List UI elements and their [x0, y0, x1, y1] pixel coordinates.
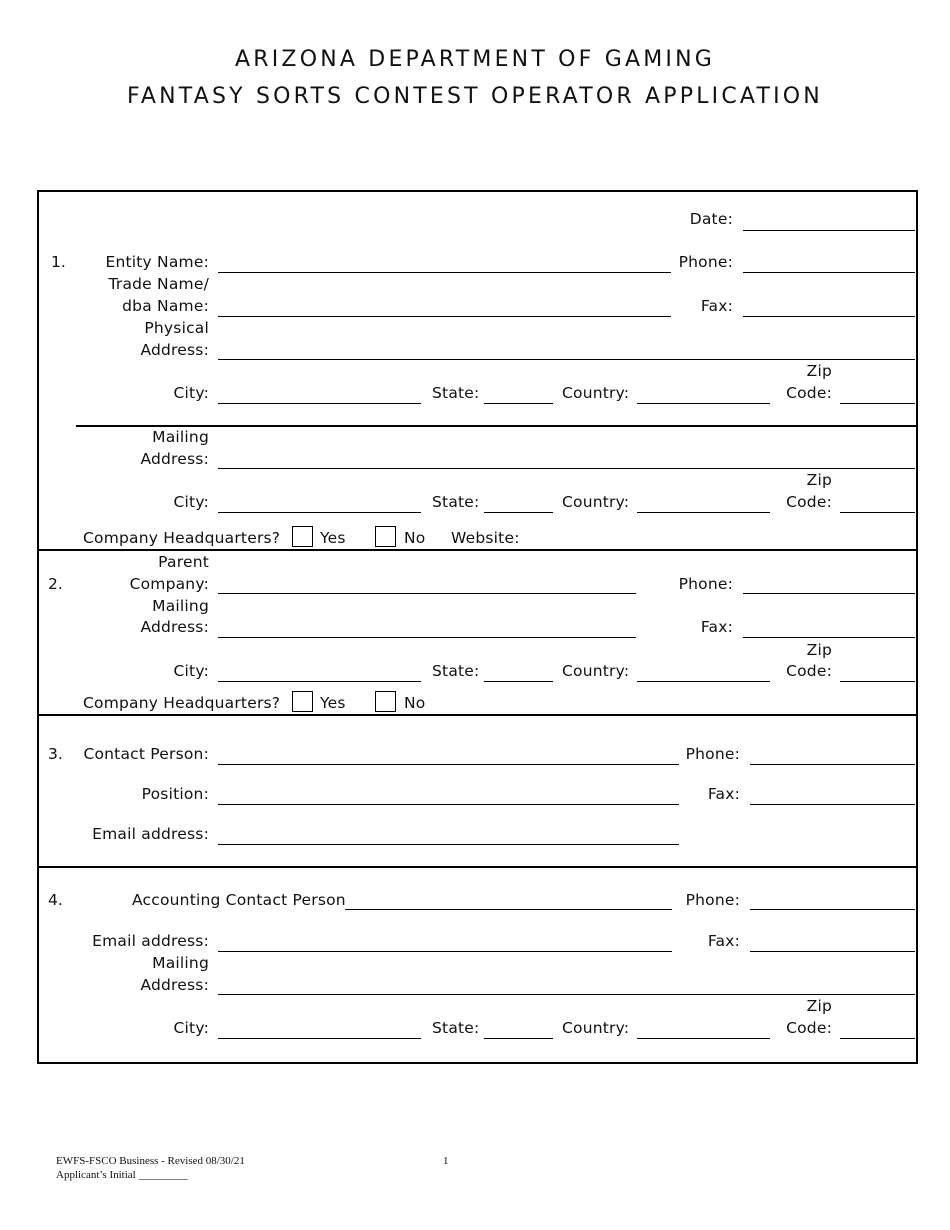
- dba-name-label: dba Name:: [122, 297, 209, 315]
- zip-field[interactable]: [840, 512, 915, 513]
- email-label: Email address:: [92, 932, 209, 950]
- fax-label: Fax:: [707, 932, 740, 950]
- phone-field[interactable]: [743, 593, 915, 594]
- zip-code-label: Code:: [786, 662, 832, 680]
- position-label: Position:: [141, 785, 209, 803]
- zip-label: Zip: [806, 362, 832, 380]
- hq-no-checkbox[interactable]: [375, 691, 396, 712]
- applicant-initial-text: Applicant’s Initial _________: [56, 1169, 188, 1181]
- physical-address-label: Physical: [144, 319, 209, 337]
- country-field[interactable]: [637, 512, 770, 513]
- phone-label: Phone:: [685, 891, 740, 909]
- hq-yes-checkbox[interactable]: [292, 526, 313, 547]
- fax-field[interactable]: [743, 637, 915, 638]
- state-label: State:: [432, 493, 480, 511]
- fax-field[interactable]: [750, 951, 915, 952]
- phone-label: Phone:: [678, 575, 733, 593]
- position-field[interactable]: [218, 804, 679, 805]
- trade-name-label: Trade Name/: [108, 275, 209, 293]
- section-number: 1.: [51, 253, 66, 271]
- parent-company-label: Parent: [158, 553, 209, 571]
- fax-label: Fax:: [700, 618, 733, 636]
- country-field[interactable]: [637, 403, 770, 404]
- zip-code-label: Code:: [786, 1019, 832, 1037]
- page-number: 1: [443, 1155, 449, 1167]
- city-label: City:: [173, 384, 209, 402]
- section-divider: [37, 714, 916, 716]
- hq-yes-checkbox[interactable]: [292, 691, 313, 712]
- zip-label: Zip: [806, 471, 832, 489]
- headquarters-label: Company Headquarters?: [83, 529, 281, 547]
- email-label: Email address:: [92, 825, 209, 843]
- date-label: Date:: [689, 210, 733, 228]
- mailing-address-label: Mailing: [152, 954, 209, 972]
- date-field[interactable]: [743, 230, 915, 231]
- phone-label: Phone:: [685, 745, 740, 763]
- state-field[interactable]: [484, 1038, 553, 1039]
- no-label: No: [404, 694, 426, 712]
- country-field[interactable]: [637, 681, 770, 682]
- email-field[interactable]: [218, 951, 672, 952]
- section-number: 3.: [48, 745, 63, 763]
- mailing-address-label-2: Address:: [140, 450, 209, 468]
- entity-name-label: Entity Name:: [105, 253, 209, 271]
- physical-address-label-2: Address:: [140, 341, 209, 359]
- state-label: State:: [432, 1019, 480, 1037]
- state-label: State:: [432, 384, 480, 402]
- state-field[interactable]: [484, 512, 553, 513]
- section-number: 4.: [48, 891, 63, 909]
- country-label: Country:: [562, 662, 630, 680]
- document-title: ARIZONA DEPARTMENT OF GAMING: [235, 47, 715, 72]
- mailing-address-label: Mailing: [152, 428, 209, 446]
- state-field[interactable]: [484, 403, 553, 404]
- entity-name-field[interactable]: [218, 272, 671, 273]
- dba-name-field[interactable]: [218, 316, 671, 317]
- document-subtitle: FANTASY SORTS CONTEST OPERATOR APPLICATION: [127, 84, 823, 109]
- zip-code-label: Code:: [786, 384, 832, 402]
- city-field[interactable]: [218, 681, 421, 682]
- zip-field[interactable]: [840, 681, 915, 682]
- state-label: State:: [432, 662, 480, 680]
- country-label: Country:: [562, 1019, 630, 1037]
- zip-code-label: Code:: [786, 493, 832, 511]
- section-number: 2.: [48, 575, 63, 593]
- accounting-contact-field[interactable]: [345, 909, 672, 910]
- city-field[interactable]: [218, 512, 421, 513]
- section-divider: [37, 866, 916, 868]
- parent-company-label-2: Company:: [129, 575, 209, 593]
- mailing-address-label-2: Address:: [140, 618, 209, 636]
- zip-label: Zip: [806, 997, 832, 1015]
- yes-label: Yes: [320, 529, 346, 547]
- yes-label: Yes: [320, 694, 346, 712]
- fax-label: Fax:: [700, 297, 733, 315]
- accounting-contact-label: Accounting Contact Person: [132, 891, 346, 909]
- headquarters-label: Company Headquarters?: [83, 694, 281, 712]
- no-label: No: [404, 529, 426, 547]
- phone-field[interactable]: [750, 764, 915, 765]
- website-label: Website:: [451, 529, 520, 547]
- zip-field[interactable]: [840, 1038, 915, 1039]
- phone-label: Phone:: [678, 253, 733, 271]
- state-field[interactable]: [484, 681, 553, 682]
- mailing-address-label: Mailing: [152, 597, 209, 615]
- city-label: City:: [173, 1019, 209, 1037]
- parent-company-field[interactable]: [218, 593, 636, 594]
- phone-field[interactable]: [750, 909, 915, 910]
- contact-person-field[interactable]: [218, 764, 679, 765]
- city-label: City:: [173, 662, 209, 680]
- fax-field[interactable]: [750, 804, 915, 805]
- zip-label: Zip: [806, 641, 832, 659]
- city-label: City:: [173, 493, 209, 511]
- country-field[interactable]: [637, 1038, 770, 1039]
- city-field[interactable]: [218, 403, 421, 404]
- zip-field[interactable]: [840, 403, 915, 404]
- email-field[interactable]: [218, 844, 679, 845]
- fax-field[interactable]: [743, 316, 915, 317]
- country-label: Country:: [562, 493, 630, 511]
- country-label: Country:: [562, 384, 630, 402]
- fax-label: Fax:: [707, 785, 740, 803]
- form-revision-text: EWFS-FSCO Business - Revised 08/30/21: [56, 1155, 245, 1167]
- mailing-address-field[interactable]: [218, 637, 636, 638]
- mailing-address-label-2: Address:: [140, 976, 209, 994]
- contact-person-label: Contact Person:: [83, 745, 209, 763]
- city-field[interactable]: [218, 1038, 421, 1039]
- hq-no-checkbox[interactable]: [375, 526, 396, 547]
- phone-field[interactable]: [743, 272, 915, 273]
